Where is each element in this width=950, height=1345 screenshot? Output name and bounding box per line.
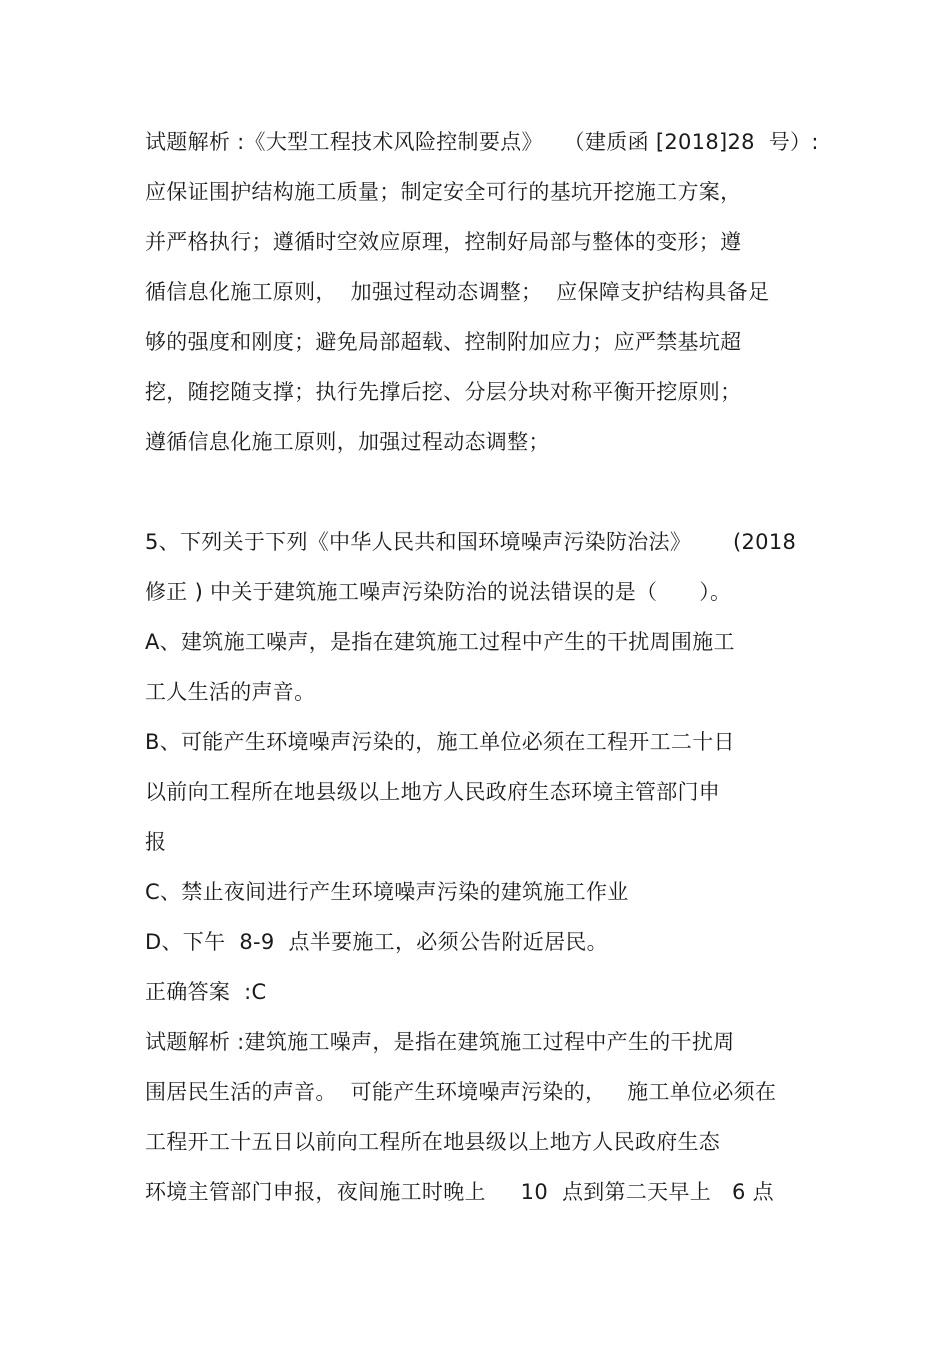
option-b-cont: 以前向工程所在地县级以上地方人民政府生态环境主管部门申: [145, 780, 721, 804]
analysis-line: 循信息化施工原则， 加强过程动态调整； 应保障支护结构具备足: [145, 280, 770, 304]
option-d: D、下午 8-9 点半要施工，必须公告附近居民。: [145, 930, 608, 954]
option-a-cont: 工人生活的声音。: [145, 680, 316, 704]
option-b: B、可能产生环境噪声污染的，施工单位必须在工程开工二十日: [145, 730, 735, 754]
analysis-line: 并严格执行；遵循时空效应原理，控制好局部与整体的变形；遵: [145, 230, 742, 254]
analysis-line: 够的强度和刚度；避免局部超载、控制附加应力；应严禁基坑超: [145, 330, 742, 354]
analysis-line: 遵循信息化施工原则，加强过程动态调整；: [145, 430, 550, 454]
question-stem: 5、下列关于下列《中华人民共和国环境噪声污染防治法》 (2018: [145, 530, 797, 554]
question-stem: 修正 ) 中关于建筑施工噪声污染防治的说法错误的是（ ）。: [145, 580, 732, 604]
option-a: A、建筑施工噪声，是指在建筑施工过程中产生的干扰周围施工: [145, 630, 735, 654]
analysis-line: 试题解析 :《大型工程技术风险控制要点》 （建质函 [2018]28 号）:: [145, 130, 819, 154]
analysis-line: 围居民生活的声音。 可能产生环境噪声污染的， 施工单位必须在: [145, 1080, 777, 1104]
analysis-line: 工程开工十五日以前向工程所在地县级以上地方人民政府生态: [145, 1130, 721, 1154]
analysis-line: 挖，随挖随支撑；执行先撑后挖、分层分块对称平衡开挖原则；: [145, 380, 742, 404]
analysis-line: 试题解析 :建筑施工噪声，是指在建筑施工过程中产生的干扰周: [145, 1030, 735, 1054]
analysis-line: 环境主管部门申报，夜间施工时晚上 10 点到第二天早上 6 点: [145, 1180, 774, 1204]
option-b-cont: 报: [145, 830, 167, 854]
option-c: C、禁止夜间进行产生环境噪声污染的建筑施工作业: [145, 880, 629, 904]
correct-answer: 正确答案 :C: [145, 980, 267, 1004]
analysis-line: 应保证围护结构施工质量；制定安全可行的基坑开挖施工方案，: [145, 180, 742, 204]
